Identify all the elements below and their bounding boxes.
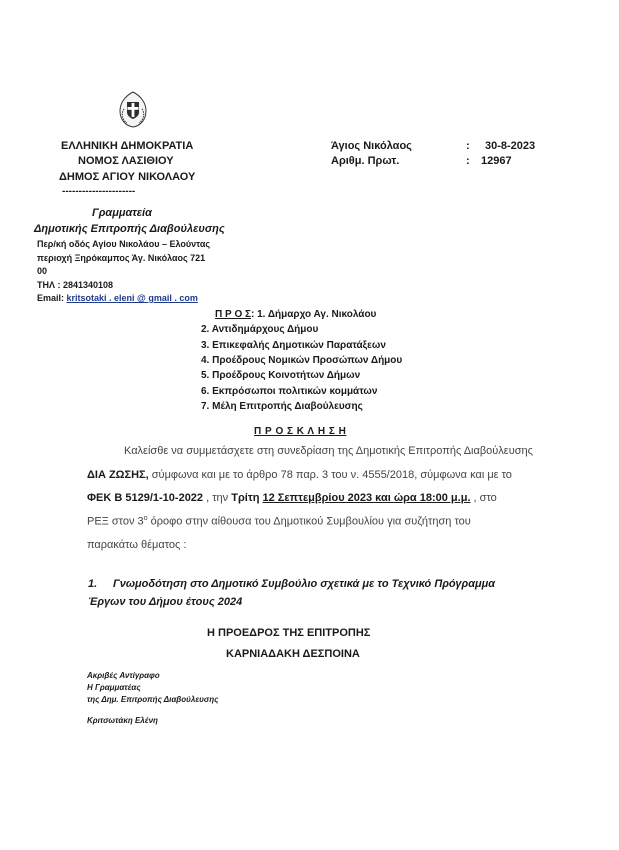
header-divider: ---------------------- — [62, 186, 136, 197]
agenda-number: 1. — [88, 578, 98, 590]
office-phone: ΤΗΛ : 2841340108 — [37, 280, 114, 290]
header-municipality: ΔΗΜΟΣ ΑΓΙΟΥ ΝΙΚΟΛΑΟΥ — [59, 171, 196, 183]
meeting-datetime: 12 Σεπτεμβρίου 2023 και ώρα 18:00 μ.μ. — [262, 492, 471, 504]
colon-1: : — [466, 140, 470, 152]
recipient-item: 5. Προέδρους Κοινοτήτων Δήμων — [201, 370, 361, 381]
greek-emblem-icon — [116, 91, 150, 128]
copy-note-signer: Κριτσωτάκη Ελένη — [87, 716, 158, 725]
office-address-2: περιοχή Ξηρόκαμπος Άγ. Νικόλαος 721 — [37, 253, 206, 263]
recipient-item: 6. Εκπρόσωποι πολιτικών κομμάτων — [201, 386, 378, 397]
invitation-paragraph-3 — [87, 492, 497, 504]
floor-superscript: ο — [143, 515, 148, 522]
invitation-paragraph-1: Καλείσθε να συμμετάσχετε στη συνεδρίαση της Δημοτικής Επιτροπής Διαβούλευσης — [124, 445, 533, 457]
floor-text: ΡΕΞ στον 3 — [87, 515, 144, 528]
signatory-name: ΚΑΡΝΙΑΔΑΚΗ ΔΕΣΠΟΙΝΑ — [226, 648, 360, 660]
recipient-item: : 1. Δήμαρχο Αγ. Νικολάου — [251, 309, 377, 320]
office-address-1: Περ/κή οδός Αγίου Νικολάου – Ελούντας — [37, 239, 211, 249]
colon-2: : — [466, 155, 470, 167]
invitation-paragraph-2 — [87, 469, 512, 481]
recipient-item: 4. Προέδρους Νομικών Προσώπων Δήμου — [201, 355, 403, 366]
header-republic: ΕΛΛΗΝΙΚΗ ΔΗΜΟΚΡΑΤΙΑ — [61, 140, 194, 152]
in-person-label: ΔΙΑ ΖΩΣΗΣ, — [87, 469, 149, 481]
invitation-paragraph-4 — [87, 515, 471, 528]
invitation-paragraph-5: παρακάτω θέματος : — [87, 539, 187, 551]
email-label: Email: — [37, 293, 67, 303]
office-subtitle: Δημοτικής Επιτροπής Διαβούλευσης — [34, 223, 225, 235]
hall-text: όροφο στην αίθουσα του Δημοτικού Συμβουλίου για συζήτηση του — [147, 515, 471, 528]
recipient-item: 3. Επικεφαλής Δημοτικών Παρατάξεων — [201, 340, 386, 351]
email-link[interactable]: kritsotaki . eleni @ gmail . com — [66, 293, 198, 303]
document-date: 30-8-2023 — [485, 140, 536, 152]
recipients-label: Π Ρ Ο Σ — [215, 309, 252, 320]
header-prefecture: ΝΟΜΟΣ ΛΑΣΙΘΙΟΥ — [78, 155, 174, 167]
recipient-item: 7. Μέλη Επιτροπής Διαβούλευσης — [201, 401, 363, 412]
legal-basis-text: σύμφωνα και με το άρθρο 78 παρ. 3 του ν. 4555/2018, σύμφωνα και με το — [148, 469, 512, 481]
invitation-title: Π Ρ Ο Σ Κ Λ Η Σ Η — [254, 426, 347, 437]
date-intro: , την — [203, 492, 232, 504]
copy-note-line-2: Η Γραμματέας — [87, 683, 141, 692]
agenda-item-line-2: Έργων του Δήμου έτους 2024 — [88, 596, 243, 608]
location-intro: , στο — [470, 492, 497, 504]
recipient-item: 2. Αντιδημάρχους Δήμου — [201, 324, 319, 335]
agenda-item-line-1: Γνωμοδότηση στο Δημοτικό Συμβούλιο σχετικά με το Τεχνικό Πρόγραμμα — [113, 578, 496, 590]
signatory-role: Η ΠΡΟΕΔΡΟΣ ΤΗΣ ΕΠΙΤΡΟΠΗΣ — [207, 627, 371, 639]
office-address-3: 00 — [37, 266, 48, 276]
copy-note-line-3: της Δημ. Επιτροπής Διαβούλευσης — [87, 695, 219, 704]
protocol-label: Αριθμ. Πρωτ. — [331, 155, 400, 167]
place-label: Άγιος Νικόλαος — [331, 140, 412, 152]
office-title: Γραμματεία — [92, 207, 152, 219]
recipients-line-1 — [215, 309, 376, 320]
copy-note-line-1: Ακριβές Αντίγραφο — [87, 671, 160, 680]
protocol-number: 12967 — [481, 155, 512, 167]
gazette-reference: ΦΕΚ Β 5129/1-10-2022 — [87, 492, 204, 504]
meeting-day: Τρίτη — [231, 492, 263, 504]
office-email — [37, 293, 198, 303]
